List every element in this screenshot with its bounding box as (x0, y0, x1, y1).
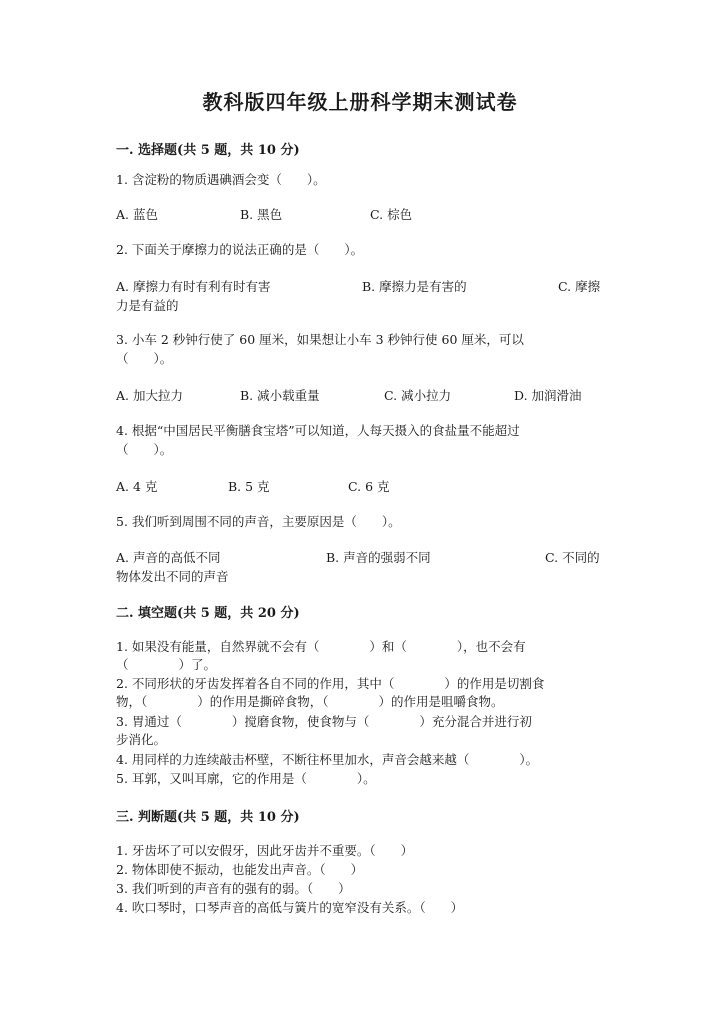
q5-option-b: B. 声音的强弱不同 (326, 550, 431, 565)
q1-option-b: B. 黑色 (240, 207, 283, 222)
judge-question-3: 3. 我们听到的声音有的强有的弱。（ ） (116, 881, 351, 896)
q5-option-a: A. 声音的高低不同 (116, 550, 221, 565)
fill-question-2-line-2: 物，（ ）的作用是撕碎食物，（ ）的作用是咀嚼食物。 (116, 694, 504, 709)
q3-option-c: C. 减小拉力 (384, 388, 452, 403)
q3-option-a: A. 加大拉力 (116, 388, 183, 403)
q4-option-a: A. 4 克 (116, 479, 158, 494)
fill-question-3-line-2: 步消化。 (116, 732, 167, 747)
q1-option-c: C. 棕色 (370, 207, 413, 222)
q2-option-c: C. 摩擦 (558, 279, 601, 294)
question-4-text: 4. 根据“中国居民平衡膳食宝塔”可以知道，人每天摄入的食盐量不能超过 (116, 423, 520, 438)
fill-question-1-line-1: 1. 如果没有能量，自然界就不会有（ ）和（ ），也不会有 (116, 639, 526, 654)
q2-option-b: B. 摩擦力是有害的 (362, 279, 467, 294)
q4-option-c: C. 6 克 (348, 479, 390, 494)
question-5-text: 5. 我们听到周围不同的声音，主要原因是（ ）。 (116, 514, 401, 529)
question-4-text-continued: （ ）。 (116, 442, 173, 457)
q1-option-a: A. 蓝色 (116, 207, 158, 222)
page-title: 教科版四年级上册科学期末测试卷 (202, 90, 518, 114)
q5-option-c: C. 不同的 (545, 550, 600, 565)
q2-option-a: A. 摩擦力有时有利有时有害 (116, 279, 271, 294)
question-3-text: 3. 小车 2 秒钟行使了 60 厘米，如果想让小车 3 秒钟行使 60 厘米，可以 (116, 332, 524, 347)
q3-option-b: B. 减小载重量 (240, 388, 320, 403)
fill-question-4: 4. 用同样的力连续敲击杯壁，不断往杯里加水，声音会越来越（ ）。 (116, 752, 539, 767)
fill-question-1-line-2: （ ）了。 (116, 657, 217, 672)
judge-question-2: 2. 物体即使不振动，也能发出声音。（ ） (116, 862, 364, 877)
q3-option-d: D. 加润滑油 (514, 388, 582, 403)
fill-question-3-line-1: 3. 胃通过（ ）搅磨食物，使食物与（ ）充分混合并进行初 (116, 714, 532, 729)
judge-question-1: 1. 牙齿坏了可以安假牙，因此牙齿并不重要。（ ） (116, 843, 414, 858)
judge-question-4: 4. 吹口琴时，口琴声音的高低与簧片的宽窄没有关系。（ ） (116, 900, 464, 915)
q2-option-c-continued: 力是有益的 (116, 298, 179, 313)
fill-question-5: 5. 耳郭，又叫耳廓，它的作用是（ ）。 (116, 771, 376, 786)
fill-question-2-line-1: 2. 不同形状的牙齿发挥着各自不同的作用，其中（ ）的作用是切割食 (116, 676, 545, 691)
section-heading-true-false: 三. 判断题(共 5 题，共 10 分) (116, 810, 300, 825)
section-heading-fill-blank: 二. 填空题(共 5 题，共 20 分) (116, 606, 300, 621)
q5-option-c-continued: 物体发出不同的声音 (116, 569, 229, 584)
q4-option-b: B. 5 克 (228, 479, 270, 494)
question-2-text: 2. 下面关于摩擦力的说法正确的是（ ）。 (116, 242, 364, 257)
question-3-text-continued: （ ）。 (116, 351, 173, 366)
section-heading-choice: 一. 选择题(共 5 题，共 10 分) (116, 143, 300, 158)
question-1-text: 1. 含淀粉的物质遇碘酒会变（ ）。 (116, 172, 326, 187)
